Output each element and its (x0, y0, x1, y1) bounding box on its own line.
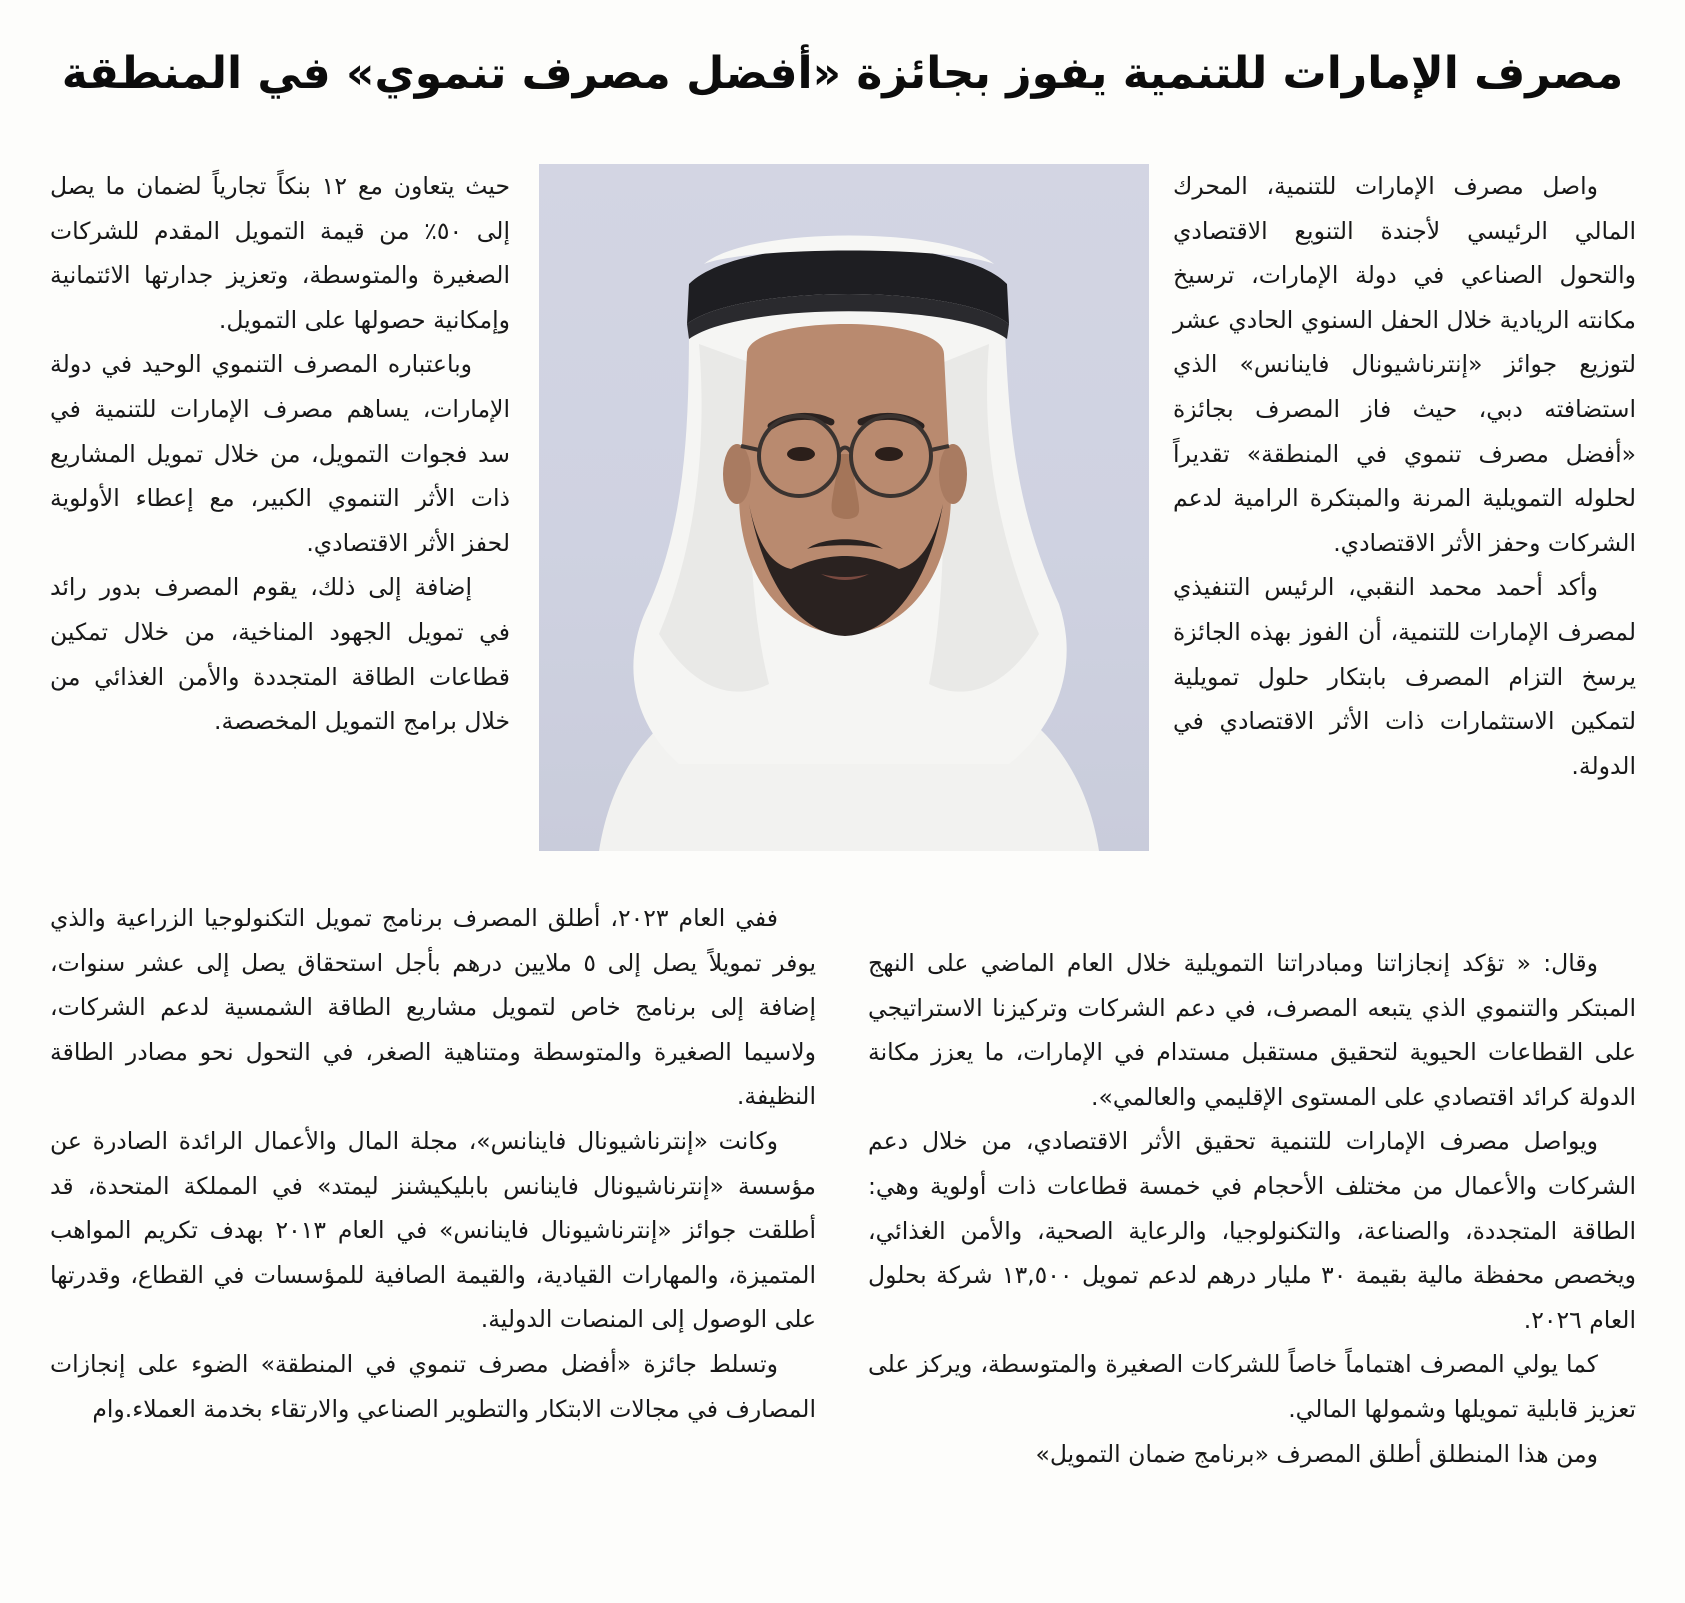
paragraph: وباعتباره المصرف التنموي الوحيد في دولة الإمارات، يساهم مصرف الإمارات للتنمية في سد فجوات التمويل، من خلال تمويل المشاريع ذات الأثر التنموي الكبير، مع إعطاء الأولوية لحفز الأثر الاقتصادي. (50, 350, 510, 557)
article-column-right (1173, 164, 1636, 788)
portrait-photo (539, 164, 1149, 851)
paragraph: وتسلط جائزة «أفضل مصرف تنموي في المنطقة» الضوء على إنجازات المصارف في مجالات الابتكار والتطوير الصناعي والارتقاء بخدمة العملاء.وام (50, 1349, 816, 1423)
paragraph: ومن هذا المنطلق أطلق المصرف «برنامج ضمان التمويل» (1035, 1439, 1598, 1468)
paragraph: وأكد أحمد محمد النقبي، الرئيس التنفيذي لمصرف الإمارات للتنمية، أن الفوز بهذه الجائزة يرسخ التزام المصرف بابتكار حلول تمويلية لتمكين الاستثمارات ذات الأثر الاقتصادي في الدولة. (1173, 573, 1636, 780)
portrait-photo-icon (539, 164, 1149, 851)
paragraph: وقال: « تؤكد إنجازاتنا ومبادراتنا التمويلية خلال العام الماضي على النهج المبتكر والتنموي الذي يتبعه المصرف، في دعم الشركات وتركيزنا الاستراتيجي على القطاعات الحيوية لتحقيق مستقبل مستدام في الإمارات، ما يعزز مكانة الدولة كرائد اقتصادي على المستوى الإقليمي والعالمي». (868, 949, 1636, 1111)
paragraph: ففي العام ٢٠٢٣، أطلق المصرف برنامج تمويل التكنولوجيا الزراعية والذي يوفر تمويلاً يصل إلى ٥ ملايين درهم بأجل استحقاق يصل إلى عشر سنوات، إضافة إلى برنامج خاص لتمويل مشاريع الطاقة الشمسية لدعم الشركات، ولاسيما الصغيرة والمتوسطة ومتناهية الصغر، في التحول نحو مصادر الطاقة النظيفة. (50, 904, 816, 1111)
article-headline: مصرف الإمارات للتنمية يفوز بجائزة «أفضل مصرف تنموي» في المنطقة (61, 48, 1624, 99)
paragraph: ويواصل مصرف الإمارات للتنمية تحقيق الأثر الاقتصادي، من خلال دعم الشركات والأعمال من مختلف الأحجام في خمسة قطاعات ذات أولوية وهي: الطاقة المتجددة، والصناعة، والتكنولوجيا، والرعاية الصحية، والأمن الغذائي، ويخصص محفظة مالية بقيمة ٣٠ مليار درهم لدعم تمويل ١٣,٥٠٠ شركة بحلول العام ٢٠٢٦. (868, 1127, 1636, 1334)
paragraph: إضافة إلى ذلك، يقوم المصرف بدور رائد في تمويل الجهود المناخية، من خلال تمكين قطاعات الطاقة المتجددة والأمن الغذائي من خلال برامج التمويل المخصصة. (50, 573, 510, 736)
paragraph: واصل مصرف الإمارات للتنمية، المحرك المالي الرئيسي لأجندة التنويع الاقتصادي والتحول الصناعي في دولة الإمارات، ترسيخ مكانته الريادية خلال الحفل السنوي الحادي عشر لتوزيع جوائز «إنترناشيونال فاينانس» الذي استضافته دبي، حيث فاز المصرف بجائزة «أفضل مصرف تنموي في المنطقة» تقديراً لحلوله التمويلية المرنة والمبتكرة الرامية لدعم الشركات وحفز الأثر الاقتصادي. (1172, 172, 1636, 557)
article-column-left (50, 164, 510, 744)
paragraph: حيث يتعاون مع ١٢ بنكاً تجارياً لضمان ما يصل إلى ٥٠٪ من قيمة التمويل المقدم للشركات الصغيرة والمتوسطة، وتعزيز جدارتها الائتمانية وإمكانية حصولها على التمويل. (50, 172, 511, 334)
paragraph: كما يولي المصرف اهتماماً خاصاً للشركات الصغيرة والمتوسطة، ويركز على تعزيز قابلية تمويلها وشمولها المالي. (868, 1350, 1636, 1423)
article-column-bottom-right (868, 941, 1636, 1476)
article-column-bottom-left (50, 896, 816, 1431)
paragraph: وكانت «إنترناشيونال فاينانس»، مجلة المال والأعمال الرائدة الصادرة عن مؤسسة «إنترناشيونال فاينانس بابليكيشنز ليمتد» في المملكة المتحدة، قد أطلقت جوائز «إنترناشيونال فاينانس» في العام ٢٠١٣ بهدف تكريم المواهب المتميزة، والمهارات القيادية، والقيمة الصافية للمؤسسات في القطاع، وقدرتها على الوصول إلى المنصات الدولية. (50, 1126, 816, 1334)
